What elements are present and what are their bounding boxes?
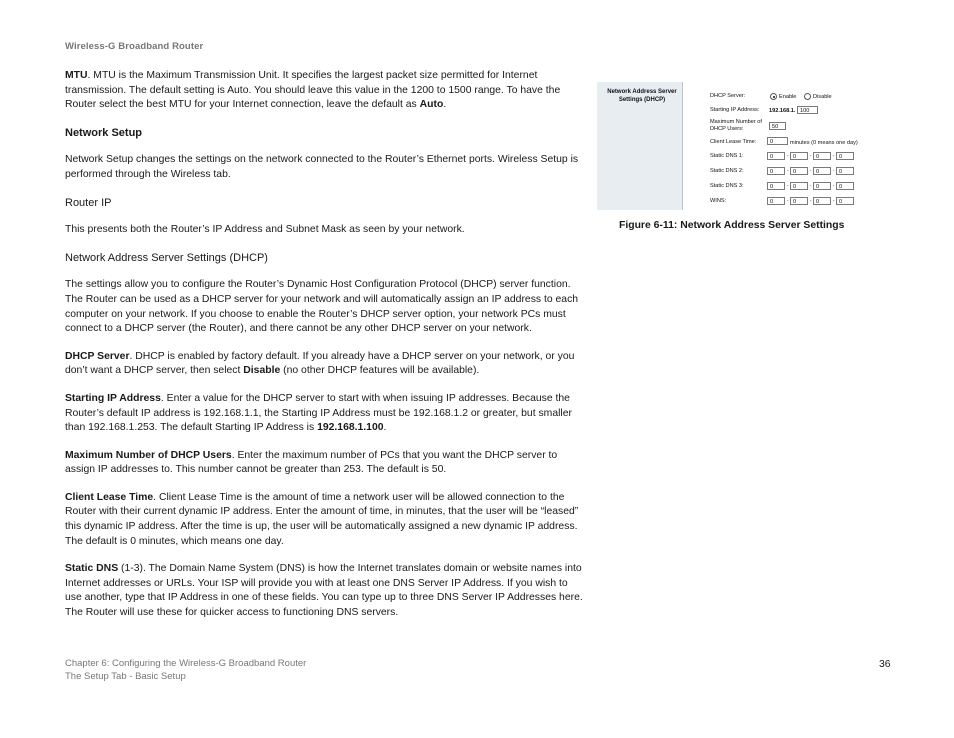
wins-octet-2[interactable]: 0 bbox=[790, 197, 808, 205]
dhcp-settings-figure bbox=[597, 82, 859, 210]
dns2-dot-1: . bbox=[787, 167, 789, 173]
mtu-end: . bbox=[443, 99, 447, 111]
dns1-octet-4[interactable]: 0 bbox=[836, 152, 854, 160]
dns1-dot-1: . bbox=[787, 152, 789, 158]
lease-time-term: Client Lease Time bbox=[65, 491, 154, 503]
static-dns-text: (1-3). The Domain Name System (DNS) is how the Internet translates domain or website names into Internet addresses or URLs. Your ISP will provide you with at least one DNS Server IP Address. If you wish to use another, type that IP Address in one of these fields. You can type up to three DNS Server IP Addresses here. The Router will use these for quicker access to functioning DNS servers. bbox=[65, 563, 583, 619]
static-dns-term: Static DNS bbox=[65, 563, 119, 575]
dns3-octet-4[interactable]: 0 bbox=[836, 182, 854, 190]
dhcp-server-paragraph bbox=[65, 350, 587, 379]
running-header: Wireless-G Broadband Router bbox=[65, 41, 204, 52]
dhcp-server-end: (no other DHCP features will be available). bbox=[280, 365, 480, 377]
footer-section: The Setup Tab - Basic Setup bbox=[65, 670, 186, 682]
dhcp-intro-paragraph: The settings allow you to configure the Router’s Dynamic Host Configuration Protocol (DHCP) server function. The Router can be used as a DHCP server for your network and will automatically assign an IP address to each computer on your network. If you choose to enable the Router’s DHCP server option, your network PCs must connect to a DHCP server (the Router), and there cannot be any other DHCP server on your network. bbox=[65, 279, 579, 335]
figure-section-title: Network Address Server Settings (DHCP) bbox=[607, 89, 677, 103]
dns2-dot-3: . bbox=[833, 167, 835, 173]
dns2-octet-2[interactable]: 0 bbox=[790, 167, 808, 175]
disable-label: Disable bbox=[813, 94, 832, 100]
starting-ip-input[interactable]: 100 bbox=[797, 106, 818, 114]
figure-sidebar bbox=[597, 82, 682, 210]
lease-time-input[interactable]: 0 bbox=[767, 137, 788, 145]
dns3-dot-2: . bbox=[810, 182, 812, 188]
max-users-input[interactable]: 50 bbox=[769, 122, 786, 130]
footer-chapter: Chapter 6: Configuring the Wireless-G Broadband Router bbox=[65, 658, 307, 669]
mtu-auto: Auto bbox=[419, 99, 444, 111]
lease-time-paragraph bbox=[65, 491, 587, 549]
dns3-dot-1: . bbox=[787, 182, 789, 188]
wins-dot-1: . bbox=[787, 197, 789, 203]
mtu-text: . MTU is the Maximum Transmission Unit. It specifies the largest packet size permitted for Internet transmission. The default setting is Auto. You should leave this value in the 1200 to 1500 range. To have the Router select the best MTU for your Internet connection, leave the default as bbox=[65, 70, 561, 111]
router-ip-heading: Router IP bbox=[65, 196, 112, 209]
network-setup-heading: Network Setup bbox=[65, 126, 143, 139]
disable-radio[interactable] bbox=[804, 93, 811, 100]
dns1-octet-1[interactable]: 0 bbox=[767, 152, 785, 160]
dns3-label: Static DNS 3: bbox=[710, 183, 744, 189]
dns3-octet-1[interactable]: 0 bbox=[767, 182, 785, 190]
max-users-label: Maximum Number of DHCP Users: bbox=[710, 119, 762, 132]
dhcp-server-text: . DHCP is enabled by factory default. If you already have a DHCP server on your network, or you don’t want a DHCP server, then select bbox=[65, 350, 575, 377]
dns2-octet-4[interactable]: 0 bbox=[836, 167, 854, 175]
max-users-term: Maximum Number of DHCP Users bbox=[65, 449, 232, 461]
dns2-octet-1[interactable]: 0 bbox=[767, 167, 785, 175]
dns3-dot-3: . bbox=[833, 182, 835, 188]
page-footer bbox=[65, 658, 306, 683]
starting-ip-text: . Enter a value for the DHCP server to start with when issuing IP addresses. Because the Router’s default IP address is 192.168.1.1, the Starting IP Address must be 192.168.1.2 or greater, but smaller than 192.168.1.253. The default Starting IP Address is bbox=[65, 392, 572, 434]
starting-ip-prefix: 192.168.1. bbox=[769, 108, 796, 114]
wins-dot-2: . bbox=[810, 197, 812, 203]
page-number: 36 bbox=[879, 659, 891, 670]
dns2-octet-3[interactable]: 0 bbox=[813, 167, 831, 175]
dns2-dot-2: . bbox=[810, 167, 812, 173]
lease-time-suffix: minutes (0 means one day) bbox=[790, 140, 858, 146]
starting-ip-label: Starting IP Address: bbox=[710, 107, 760, 113]
dhcp-server-term: DHCP Server bbox=[65, 350, 130, 362]
figure-caption: Figure 6-11: Network Address Server Settings bbox=[619, 220, 845, 231]
starting-ip-paragraph bbox=[65, 392, 587, 436]
starting-ip-value: 192.168.1.100 bbox=[317, 422, 384, 434]
lease-time-label: Client Lease Time: bbox=[710, 139, 757, 145]
enable-radio[interactable] bbox=[770, 93, 777, 100]
mtu-term: MTU bbox=[65, 70, 88, 81]
dns1-dot-3: . bbox=[833, 152, 835, 158]
dns3-octet-3[interactable]: 0 bbox=[813, 182, 831, 190]
dhcp-server-label: DHCP Server: bbox=[710, 93, 746, 99]
dns1-octet-2[interactable]: 0 bbox=[790, 152, 808, 160]
dhcp-server-disable: Disable bbox=[243, 365, 281, 377]
dns1-dot-2: . bbox=[810, 152, 812, 158]
max-users-paragraph bbox=[65, 449, 587, 478]
static-dns-paragraph bbox=[65, 562, 587, 620]
dns2-label: Static DNS 2: bbox=[710, 168, 744, 174]
starting-ip-end: . bbox=[383, 422, 387, 434]
router-ip-paragraph: This presents both the Router’s IP Address and Subnet Mask as seen by your network. bbox=[65, 224, 465, 236]
max-users-text: . Enter the maximum number of PCs that you want the DHCP server to assign IP addresses to. This number cannot be greater than 253. The default is 50. bbox=[65, 449, 558, 476]
dhcp-heading: Network Address Server Settings (DHCP) bbox=[65, 251, 268, 264]
enable-label: Enable bbox=[779, 94, 797, 100]
wins-octet-1[interactable]: 0 bbox=[767, 197, 785, 205]
dns1-label: Static DNS 1: bbox=[710, 153, 744, 159]
wins-dot-3: . bbox=[833, 197, 835, 203]
lease-time-text: . Client Lease Time is the amount of time a network user will be allowed connection to the Router with their current dynamic IP address. Enter the amount of time, in minutes, that the user will be “leased” this dynamic IP address. After the time is up, the user will be automatically assigned a new dynamic IP address. The default is 0 minutes, which means one day. bbox=[65, 491, 579, 547]
wins-label: WINS: bbox=[710, 198, 727, 204]
dns1-octet-3[interactable]: 0 bbox=[813, 152, 831, 160]
figure-form bbox=[683, 82, 859, 210]
body-text bbox=[65, 69, 587, 634]
wins-octet-3[interactable]: 0 bbox=[813, 197, 831, 205]
network-setup-paragraph: Network Setup changes the settings on the network connected to the Router’s Ethernet ports. Wireless Setup is performed through the Wireless tab. bbox=[65, 154, 579, 180]
dns3-octet-2[interactable]: 0 bbox=[790, 182, 808, 190]
mtu-paragraph bbox=[65, 69, 587, 113]
wins-octet-4[interactable]: 0 bbox=[836, 197, 854, 205]
starting-ip-term: Starting IP Address bbox=[65, 392, 161, 404]
